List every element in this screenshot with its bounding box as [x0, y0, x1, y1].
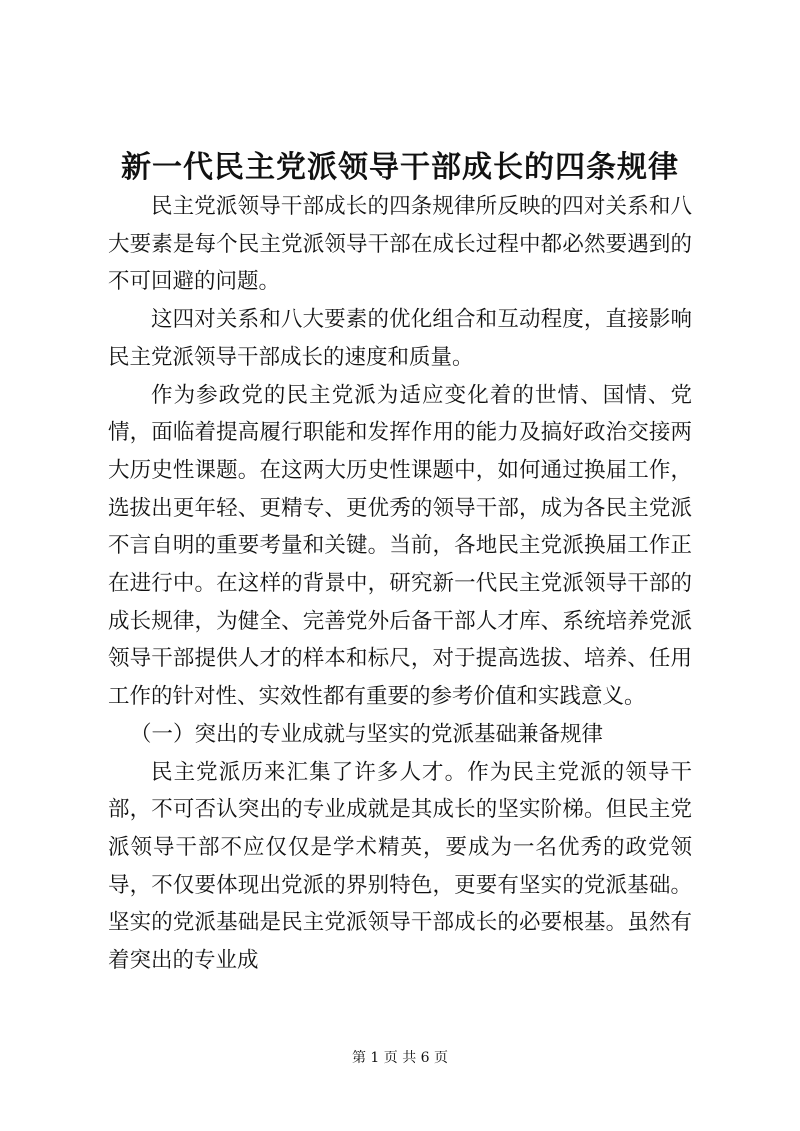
document-title: 新一代民主党派领导干部成长的四条规律: [121, 150, 679, 185]
document-body: [108, 188, 692, 980]
page-number-footer: 第 1 页 共 6 页: [351, 1050, 449, 1066]
paragraph-3: 作为参政党的民主党派为适应变化着的世情、国情、党情，面临着提高履行职能和发挥作用的能力及搞好政治交接两大历史性课题。在这两大历史性课题中，如何通过换届工作，选拔出更年轻、更精专、更优秀的领导干部，成为各民主党派不言自明的重要考量和关键。当前，各地民主党派换届工作正在进行中。在这样的背景中，研究新一代民主党派领导干部的成长规律，为健全、完善党外后备干部人才库、系统培养党派领导干部提供人才的样本和标尺，对于提高选拔、培养、任用工作的针对性、实效性都有重要的参考价值和实践意义。: [108, 382, 692, 710]
section-paragraph: 民主党派历来汇集了许多人才。作为民主党派的领导干部，不可否认突出的专业成就是其成长的坚实阶梯。但民主党派领导干部不应仅仅是学术精英，要成为一名优秀的政党领导，不仅要体现出党派的界别特色，更要有坚实的党派基础。坚实的党派基础是民主党派领导干部成长的必要根基。虽然有着突出的专业成: [108, 759, 692, 974]
paragraph-2: 这四对关系和八大要素的优化组合和互动程度，直接影响民主党派领导干部成长的速度和质量。: [108, 307, 692, 370]
paragraph-1: 民主党派领导干部成长的四条规律所反映的四对关系和八大要素是每个民主党派领导干部在成长过程中都必然要遇到的不可回避的问题。: [108, 194, 692, 295]
section-heading: （一）突出的专业成就与坚实的党派基础兼备规律: [130, 721, 604, 747]
